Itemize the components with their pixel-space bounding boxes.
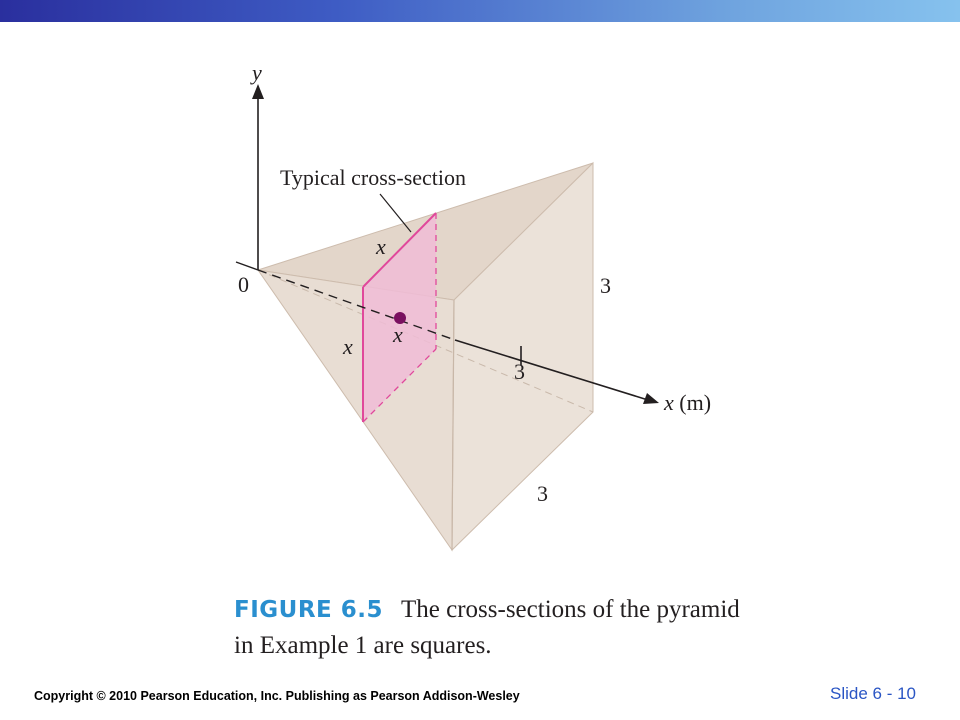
x-axis-stub bbox=[236, 262, 258, 270]
x-axis-arrowhead bbox=[643, 393, 659, 404]
height-3-label: 3 bbox=[600, 273, 611, 298]
origin-label: 0 bbox=[238, 272, 249, 297]
y-axis-label: y bbox=[252, 60, 262, 85]
base-3-label: 3 bbox=[537, 481, 548, 506]
slide-number: Slide 6 - 10 bbox=[830, 684, 916, 703]
point-x-label: x bbox=[393, 322, 403, 347]
axis-tick-3-label: 3 bbox=[514, 359, 525, 384]
x-axis-label: x (m) bbox=[664, 390, 712, 415]
copyright-notice: Copyright © 2010 Pearson Education, Inc. Publishing as Pearson Addison-Wesley bbox=[34, 689, 520, 703]
top-edge-x-label: x bbox=[376, 234, 386, 259]
y-axis-arrowhead bbox=[252, 84, 264, 99]
figure-number: FIGURE 6.5 bbox=[234, 597, 383, 623]
caption-text: The cross-sections of the pyramid in Example 1 are squares. bbox=[234, 596, 740, 659]
figure-caption bbox=[234, 592, 754, 664]
left-edge-x-label: x bbox=[343, 334, 353, 359]
cross-section-callout-label: Typical cross-section bbox=[280, 165, 467, 190]
